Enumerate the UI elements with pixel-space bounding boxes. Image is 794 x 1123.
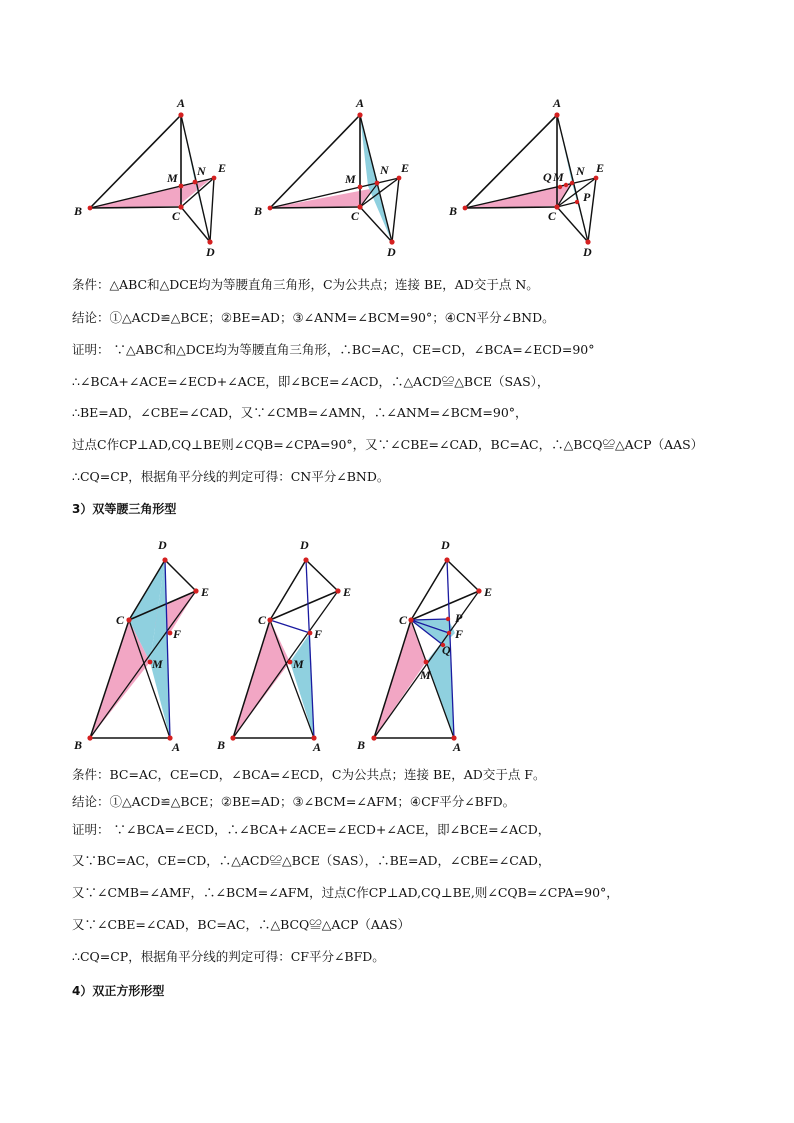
label-A: A bbox=[553, 96, 562, 110]
label-D: D bbox=[583, 245, 592, 259]
label-C: C bbox=[258, 613, 267, 627]
label-E: E bbox=[596, 161, 605, 175]
label-B: B bbox=[217, 738, 226, 752]
label-A: A bbox=[177, 96, 186, 110]
label-E: E bbox=[401, 161, 410, 175]
label-M: M bbox=[152, 657, 163, 671]
label-B: B bbox=[74, 204, 83, 218]
proof-line: 证明： ∵△ABC和△DCE均为等腰直角三角形，∴BC=AC，CE=CD，∠BCA=∠ECD=90° bbox=[72, 342, 595, 357]
figure-1-2 bbox=[250, 95, 420, 265]
label-D: D bbox=[441, 538, 450, 552]
label-D: D bbox=[158, 538, 167, 552]
label-P: P bbox=[455, 611, 463, 625]
label-B: B bbox=[74, 738, 83, 752]
label-E: E bbox=[343, 585, 352, 599]
label-N: N bbox=[576, 164, 585, 178]
proof-line: 又∵∠CBE=∠CAD，BC=AC，∴△BCQ≌△ACP（AAS） bbox=[72, 917, 411, 932]
section-heading-4: 4）双正方形形型 bbox=[72, 984, 165, 998]
section-heading-3: 3）双等腰三角形型 bbox=[72, 502, 177, 516]
label-P: P bbox=[583, 190, 591, 204]
label-Q: Q bbox=[442, 643, 451, 657]
label-F: F bbox=[173, 627, 182, 641]
figure-1-3 bbox=[445, 95, 615, 265]
label-Q: Q bbox=[543, 170, 552, 184]
label-M: M bbox=[553, 170, 564, 184]
label-M: M bbox=[293, 657, 304, 671]
figure-2-3 bbox=[355, 535, 505, 755]
figure-2-1 bbox=[70, 535, 230, 755]
figure-2-2 bbox=[215, 535, 365, 755]
label-F: F bbox=[455, 627, 464, 641]
label-C: C bbox=[116, 613, 125, 627]
figure-1-1 bbox=[70, 95, 240, 265]
label-A: A bbox=[356, 96, 365, 110]
label-D: D bbox=[387, 245, 396, 259]
label-E: E bbox=[484, 585, 493, 599]
label-D: D bbox=[300, 538, 309, 552]
label-M: M bbox=[167, 171, 178, 185]
label-N: N bbox=[197, 164, 206, 178]
label-E: E bbox=[218, 161, 227, 175]
label-D: D bbox=[206, 245, 215, 259]
label-A: A bbox=[453, 740, 462, 754]
label-C: C bbox=[548, 209, 557, 223]
proof-line: ∴BE=AD，∠CBE=∠CAD，又∵∠CMB=∠AMN，∴∠ANM=∠BCM=90°， bbox=[72, 405, 528, 420]
label-B: B bbox=[449, 204, 458, 218]
label-A: A bbox=[313, 740, 322, 754]
label-F: F bbox=[314, 627, 323, 641]
label-C: C bbox=[399, 613, 408, 627]
conclusion-text-1: 结论：①△ACD≌△BCE；②BE=AD；③∠ANM=∠BCM=90°；④CN平分∠BND。 bbox=[72, 310, 555, 325]
label-C: C bbox=[172, 209, 181, 223]
label-C: C bbox=[351, 209, 360, 223]
label-B: B bbox=[357, 738, 366, 752]
label-M: M bbox=[345, 172, 356, 186]
condition-text-1: 条件：△ABC和△DCE均为等腰直角三角形，C为公共点；连接 BE，AD交于点 N。 bbox=[72, 277, 539, 292]
proof-line: 又∵∠CMB=∠AMF，∴∠BCM=∠AFM，过点C作CP⊥AD,CQ⊥BE,则∠CQB=∠CPA=90°， bbox=[72, 885, 619, 900]
label-N: N bbox=[380, 163, 389, 177]
label-M: M bbox=[420, 668, 431, 682]
proof-line: 证明： ∵∠BCA=∠ECD，∴∠BCA+∠ACE=∠ECD+∠ACE，即∠BCE=∠ACD， bbox=[72, 822, 551, 837]
condition-text-2: 条件：BC=AC，CE=CD，∠BCA=∠ECD，C为公共点；连接 BE，AD交于点 F。 bbox=[72, 767, 546, 782]
label-B: B bbox=[254, 204, 263, 218]
proof-line: 又∵BC=AC，CE=CD，∴△ACD≌△BCE（SAS），∴BE=AD，∠CBE=∠CAD， bbox=[72, 853, 551, 868]
label-E: E bbox=[201, 585, 210, 599]
proof-line: 过点C作CP⊥AD,CQ⊥BE则∠CQB=∠CPA=90°，又∵∠CBE=∠CAD，BC=AC，∴△BCQ≌△ACP（AAS） bbox=[72, 437, 704, 452]
label-A: A bbox=[172, 740, 181, 754]
conclusion-text-2: 结论：①△ACD≌△BCE；②BE=AD；③∠BCM=∠AFM；④CF平分∠BFD。 bbox=[72, 794, 516, 809]
proof-line: ∴∠BCA+∠ACE=∠ECD+∠ACE，即∠BCE=∠ACD，∴△ACD≌△BCE（SAS）， bbox=[72, 374, 550, 389]
proof-line: ∴CQ=CP，根据角平分线的判定可得：CN平分∠BND。 bbox=[72, 469, 390, 484]
proof-line: ∴CQ=CP，根据角平分线的判定可得：CF平分∠BFD。 bbox=[72, 949, 385, 964]
